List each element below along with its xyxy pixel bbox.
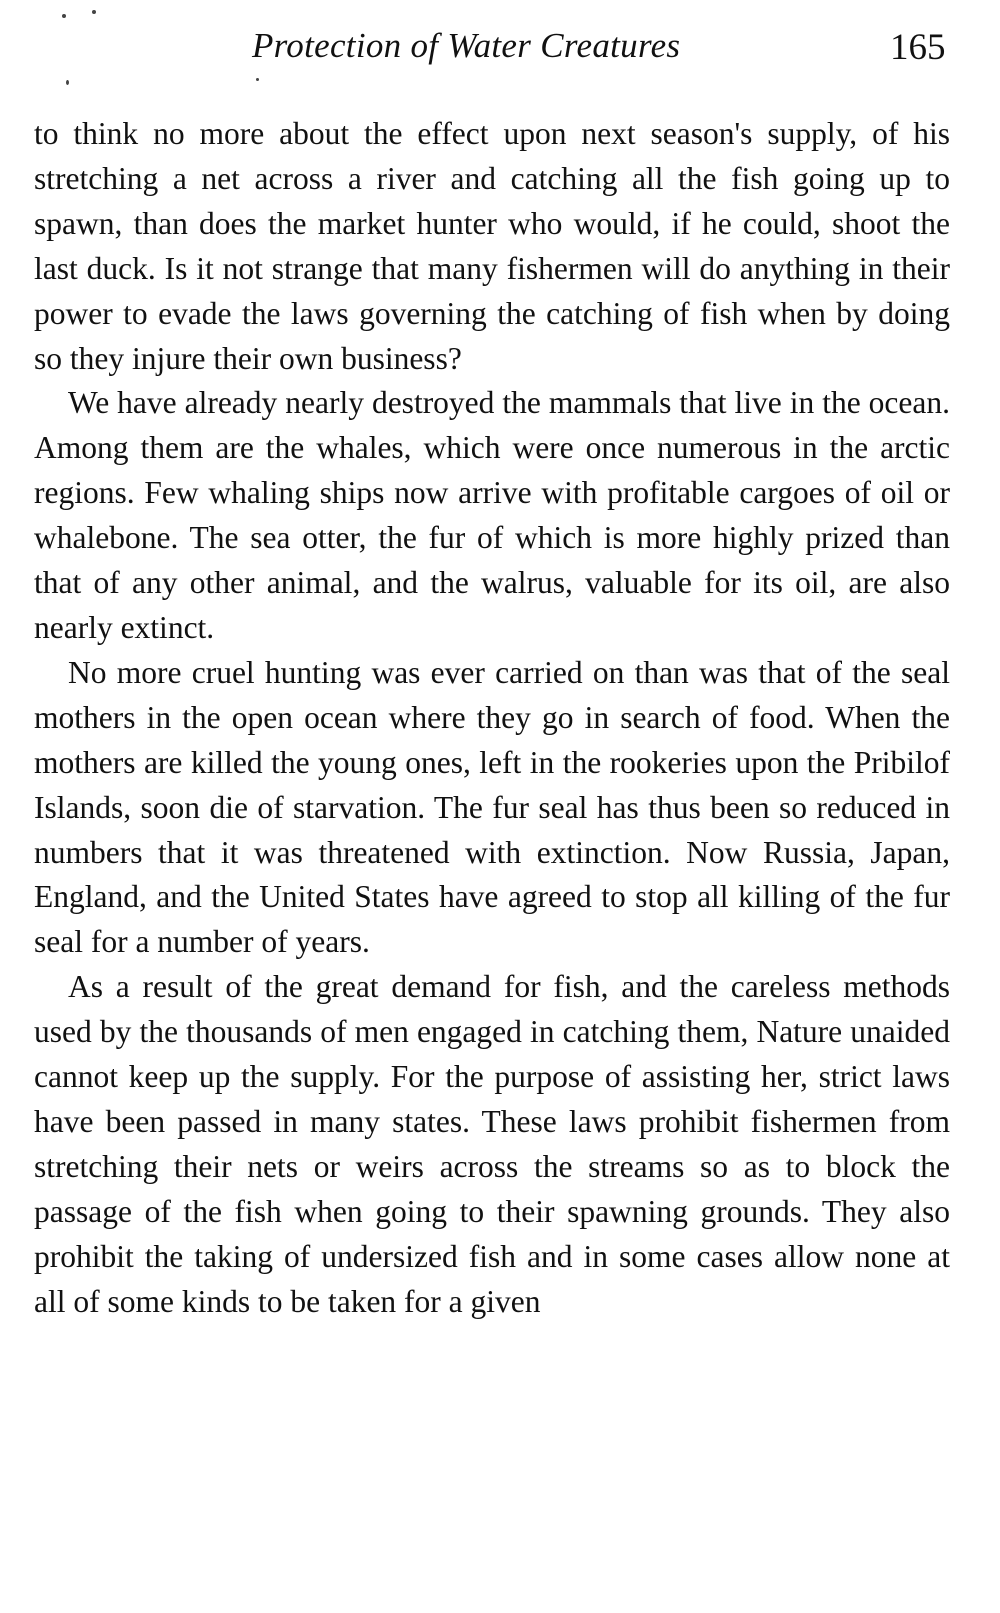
body-text: [34, 112, 950, 1324]
paragraph: No more cruel hunting was ever carried on than was that of the seal mothers in the open ocean where they go in search of food. When the mothers are killed the young ones, left in the rookeries upon the Pribilof Islands, soon die of starvation. The fur seal has thus been so reduced in numbers that it was threatened with extinction. Now Russia, Japan, England, and the United States have agreed to stop all killing of the fur seal for a number of years.: [34, 654, 950, 960]
page-number: 165: [890, 27, 946, 68]
paragraph: As a result of the great demand for fish, and the careless methods used by the thousands of men engaged in catching them, Nature unaided cannot keep up the supply. For the purpose of assisting her, strict laws have been passed in many states. These laws prohibit fishermen from stretching their nets or weirs across the streams so as to block the passage of the fish when going to their spawning grounds. They also prohibit the taking of undersized fish and in some cases allow none at all of some kinds to be taken for a given: [34, 969, 950, 1319]
paragraph-continued: to think no more about the effect upon next season's supply, of his stretching a net across a river and catching all the fish going up to spawn, than does the market hunter who would, if he could, shoot the last duck. Is it not strange that many fishermen will do anything in their power to evade the laws governing the catching of fish when by doing so they injure their own business?: [34, 116, 950, 376]
scan-speck: [62, 14, 66, 18]
page-header: [0, 22, 1000, 78]
running-title: Protection of Water Creatures: [252, 26, 681, 65]
scan-speck: [66, 80, 69, 85]
scan-speck: [256, 78, 259, 81]
paragraph: We have already nearly destroyed the mammals that live in the ocean. Among them are the whales, which were once numerous in the arctic regions. Few whaling ships now arrive with profitable cargoes of oil or whalebone. The sea otter, the fur of which is more highly prized than that of any other animal, and the walrus, valuable for its oil, are also nearly extinct.: [34, 385, 950, 645]
scan-speck: [92, 10, 96, 14]
